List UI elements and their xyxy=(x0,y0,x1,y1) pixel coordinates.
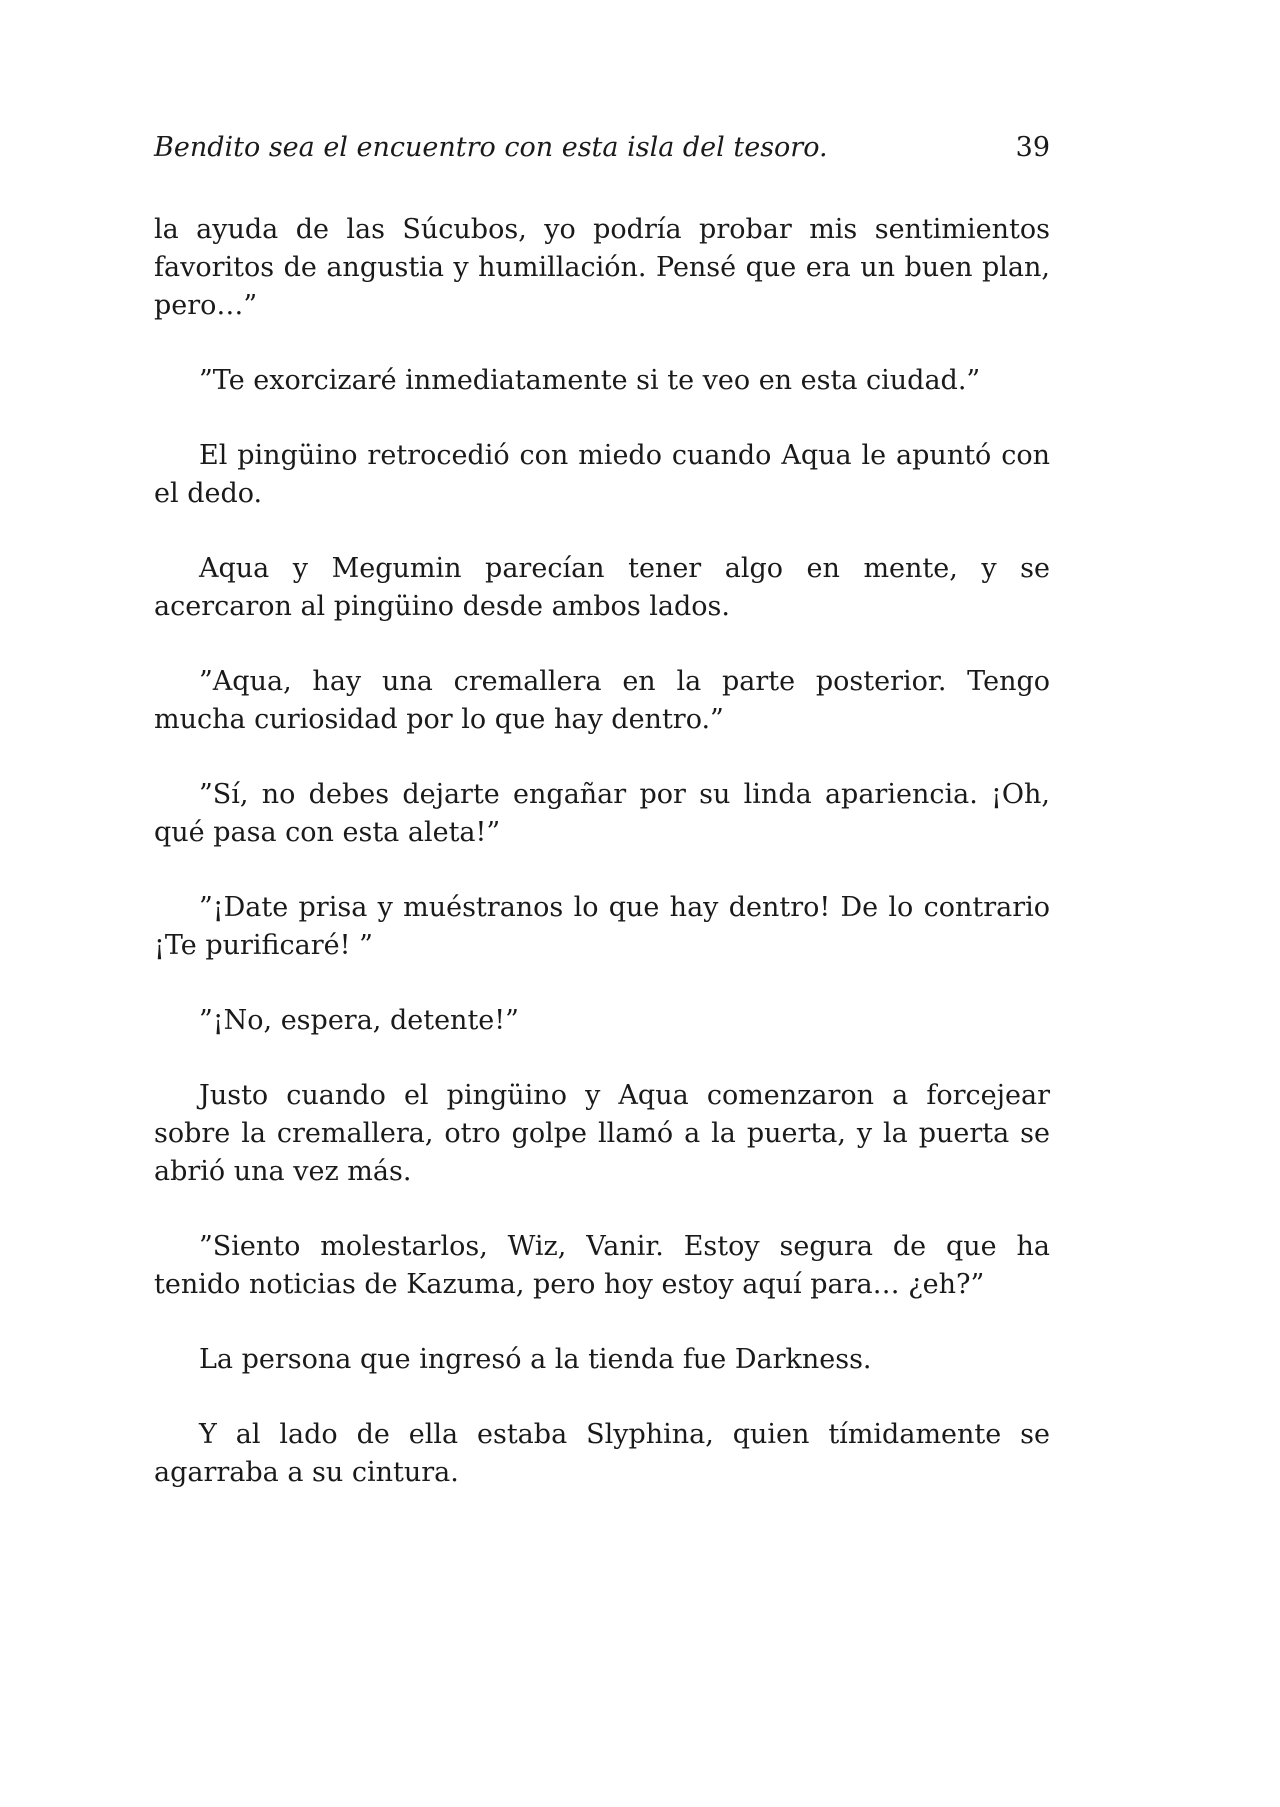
paragraph: Justo cuando el pingüino y Aqua comenzaron a forcejear sobre la cremallera, otro golpe llamó a la puerta, y la puerta se abrió una vez más. xyxy=(154,1080,1050,1187)
paragraph: La persona que ingresó a la tienda fue Darkness. xyxy=(199,1344,872,1375)
paragraph: ”¡No, espera, detente!” xyxy=(199,1005,519,1036)
paragraph: ”Siento molestarlos, Wiz, Vanir. Estoy segura de que ha tenido noticias de Kazuma, pero hoy estoy aquí para… ¿eh?” xyxy=(154,1231,1050,1300)
running-header xyxy=(154,128,1050,168)
paragraph: ”Aqua, hay una cremallera en la parte posterior. Tengo mucha curiosidad por lo que hay dentro.” xyxy=(154,666,1050,735)
body-text xyxy=(154,211,1050,1492)
paragraph-continued: la ayuda de las Súcubos, yo podría probar mis sentimientos favoritos de angustia y humillación. Pensé que era un buen plan, pero…” xyxy=(154,214,1050,321)
paragraph: ”Sí, no debes dejarte engañar por su linda apariencia. ¡Oh, qué pasa con esta aleta!” xyxy=(154,779,1050,848)
paragraph: El pingüino retrocedió con miedo cuando Aqua le apuntó con el dedo. xyxy=(154,440,1050,509)
book-page xyxy=(154,128,1050,1529)
paragraph: ”Te exorcizaré inmediatamente si te veo en esta ciudad.” xyxy=(199,365,981,396)
paragraph: Aqua y Megumin parecían tener algo en mente, y se acercaron al pingüino desde ambos lados. xyxy=(154,553,1050,622)
page-number: 39 xyxy=(1015,132,1050,163)
paragraph: Y al lado de ella estaba Slyphina, quien tímidamente se agarraba a su cintura. xyxy=(154,1419,1050,1488)
chapter-title: Bendito sea el encuentro con esta isla del tesoro. xyxy=(154,132,828,163)
paragraph: ”¡Date prisa y muéstranos lo que hay dentro! De lo contrario ¡Te purificaré! ” xyxy=(154,892,1050,961)
